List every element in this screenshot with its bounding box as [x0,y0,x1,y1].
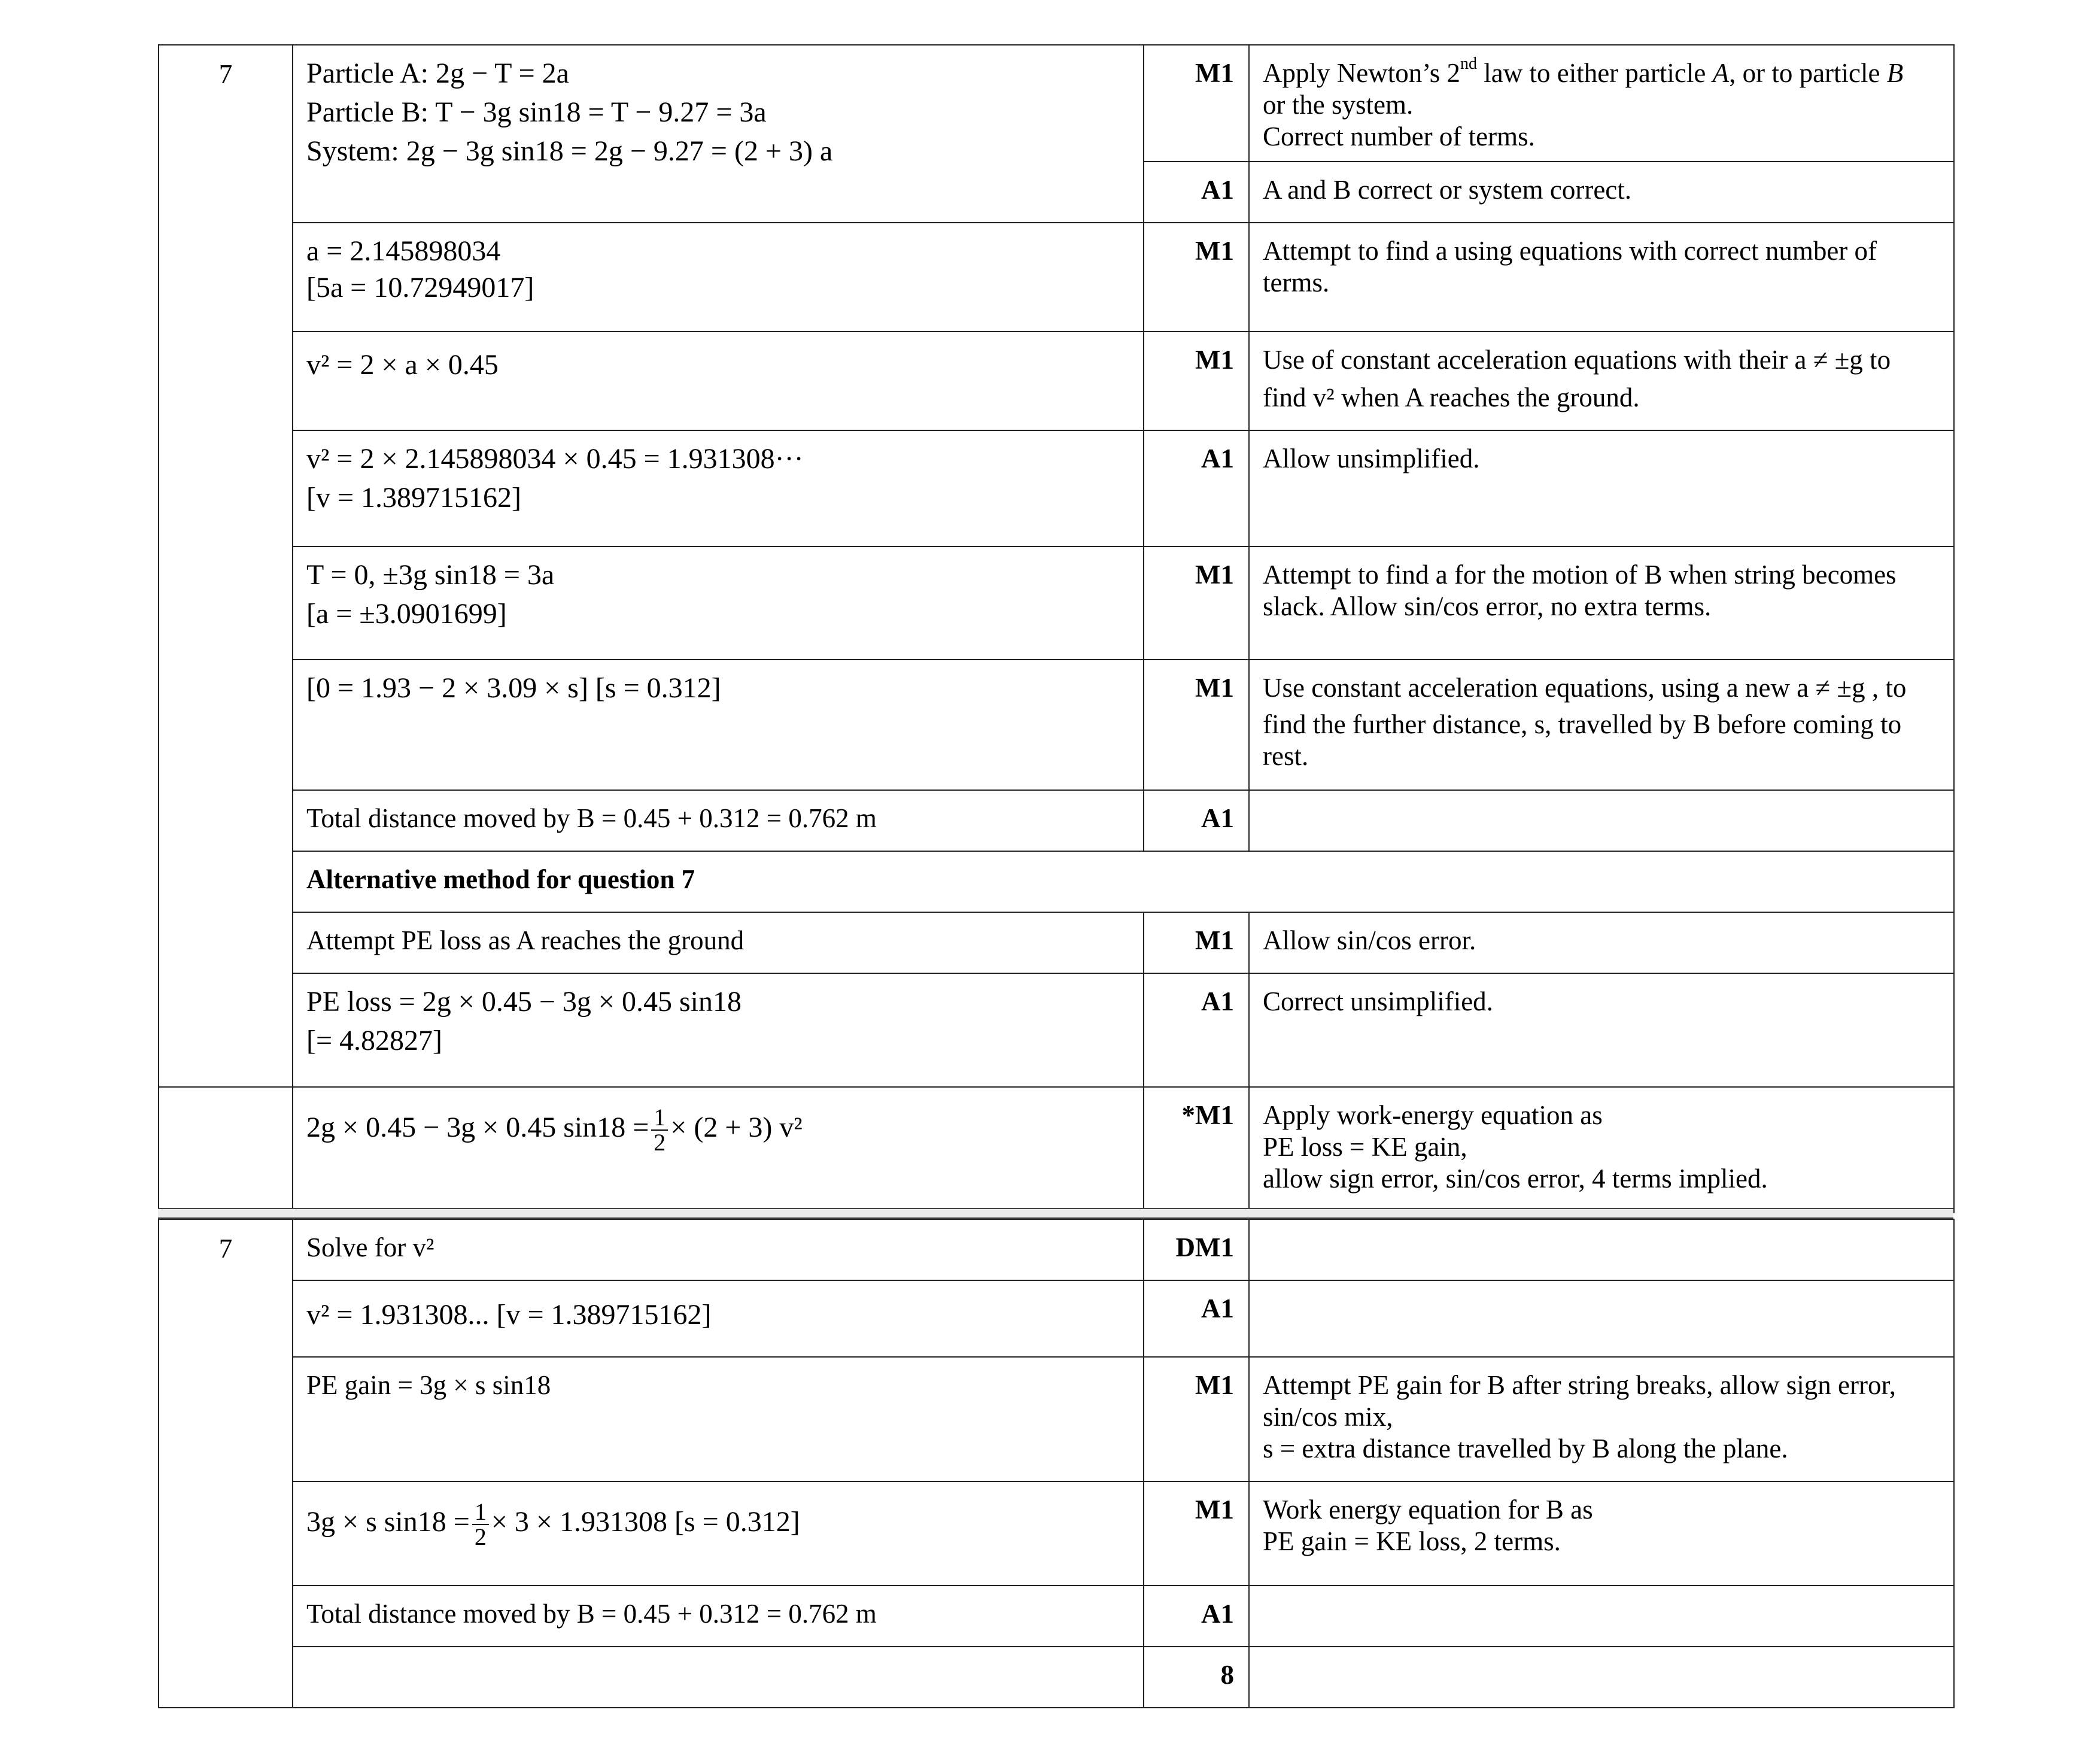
answer-cell: 2g × 0.45 − 3g × 0.45 sin18 = $\frac{1}{2}$ × (2 + 3) v² [293,1087,1144,1213]
mark-cell: M1 [1144,660,1249,790]
answer-cell [293,1647,1144,1708]
guidance-cell: Apply Newton’s 2nd law to either particle A, or to particle B or the system. Correct number of terms. [1249,45,1954,162]
section-heading-row [159,851,1954,912]
mark-cell: A1 [1144,1280,1249,1357]
answer-cell: a = 2.145898034 [5a = 10.72949017] [293,223,1144,332]
answer-cell: Total distance moved by B = 0.45 + 0.312 = 0.762 m [293,790,1144,851]
table-row [159,790,1954,851]
guidance-cell: A and B correct or system correct. [1249,162,1954,223]
mark-cell: M1 [1144,223,1249,332]
fraction-one-half: $\frac{1}{2}$ [472,1500,489,1549]
answer-cell: v² = 2 × a × 0.45 [293,332,1144,430]
mark-cell: M1 [1144,912,1249,973]
guidance-cell [1249,1219,1954,1280]
guidance-cell [1249,1280,1954,1357]
table-row [159,223,1954,332]
mark-cell: A1 [1144,430,1249,546]
mark-cell: M1 [1144,1481,1249,1586]
mark-cell: M1 [1144,1357,1249,1481]
mark-cell: M1 [1144,546,1249,660]
guidance-cell: Work energy equation for B as PE gain = KE loss, 2 terms. [1249,1481,1954,1586]
mark-scheme-table-bottom [158,1219,1955,1708]
mark-cell: A1 [1144,973,1249,1087]
guidance-cell: Attempt to find a for the motion of B when string becomes slack. Allow sin/cos error, no extra terms. [1249,546,1954,660]
table-row [159,1586,1954,1647]
table-row [159,1357,1954,1481]
table-row [159,1280,1954,1357]
table-row [159,1087,1954,1213]
answer-cell: [0 = 1.93 − 2 × 3.09 × s] [s = 0.312] [293,660,1144,790]
page-break-divider [158,1208,1953,1219]
answer-cell: 3g × s sin18 = $\frac{1}{2}$ × 3 × 1.931308 [s = 0.312] [293,1481,1144,1586]
guidance-cell [1249,1647,1954,1708]
answer-cell: Total distance moved by B = 0.45 + 0.312 = 0.762 m [293,1586,1144,1647]
table-row [159,332,1954,430]
guidance-cell: Attempt PE gain for B after string breaks, allow sign error, sin/cos mix, s = extra distance travelled by B along the plane. [1249,1357,1954,1481]
answer-cell: Attempt PE loss as A reaches the ground [293,912,1144,973]
table-row [159,973,1954,1087]
alt-method-heading: Alternative method for question 7 [293,851,1954,912]
guidance-cell: Use constant acceleration equations, using a new a ≠ ±g , to find the further distance, s, travelled by B before coming to rest. [1249,660,1954,790]
guidance-cell: Correct unsimplified. [1249,973,1954,1087]
total-row [159,1647,1954,1708]
mark-cell: A1 [1144,1586,1249,1647]
total-mark: 8 [1144,1647,1249,1708]
mark-cell: A1 [1144,162,1249,223]
answer-cell: PE loss = 2g × 0.45 − 3g × 0.45 sin18 [= 4.82827] [293,973,1144,1087]
answer-cell: Solve for v² [293,1219,1144,1280]
answer-cell: PE gain = 3g × s sin18 [293,1357,1144,1481]
answer-cell: v² = 2 × 2.145898034 × 0.45 = 1.931308··· [v = 1.389715162] [293,430,1144,546]
answer-cell: v² = 1.931308... [v = 1.389715162] [293,1280,1144,1357]
guidance-cell: Use of constant acceleration equations with their a ≠ ±g to find v² when A reaches the ground. [1249,332,1954,430]
table-row [159,912,1954,973]
mark-cell: DM1 [1144,1219,1249,1280]
table-row [159,1481,1954,1586]
mark-cell: *M1 [1144,1087,1249,1213]
question-number: 7 [159,45,293,1087]
fraction-one-half: $\frac{1}{2}$ [651,1106,668,1155]
guidance-cell: Apply work-energy equation as PE loss = KE gain, allow sign error, sin/cos error, 4 terms implied. [1249,1087,1954,1213]
mark-cell: A1 [1144,790,1249,851]
table-row [159,1219,1954,1280]
table-row [159,430,1954,546]
mark-cell: M1 [1144,45,1249,162]
guidance-cell [1249,1586,1954,1647]
guidance-cell: Allow unsimplified. [1249,430,1954,546]
table-row [159,546,1954,660]
guidance-cell [1249,790,1954,851]
table-row [159,660,1954,790]
answer-cell: T = 0, ±3g sin18 = 3a [a = ±3.0901699] [293,546,1144,660]
question-number: 7 [159,1219,293,1708]
answer-cell: Particle A: 2g − T = 2a Particle B: T − 3g sin18 = T − 9.27 = 3a System: 2g − 3g sin18 = 2g − 9.27 = (2 + 3) a [293,45,1144,223]
guidance-cell: Allow sin/cos error. [1249,912,1954,973]
table-row [159,45,1954,162]
guidance-cell: Attempt to find a using equations with correct number of terms. [1249,223,1954,332]
mark-scheme-table-top [158,44,1955,1213]
mark-cell: M1 [1144,332,1249,430]
